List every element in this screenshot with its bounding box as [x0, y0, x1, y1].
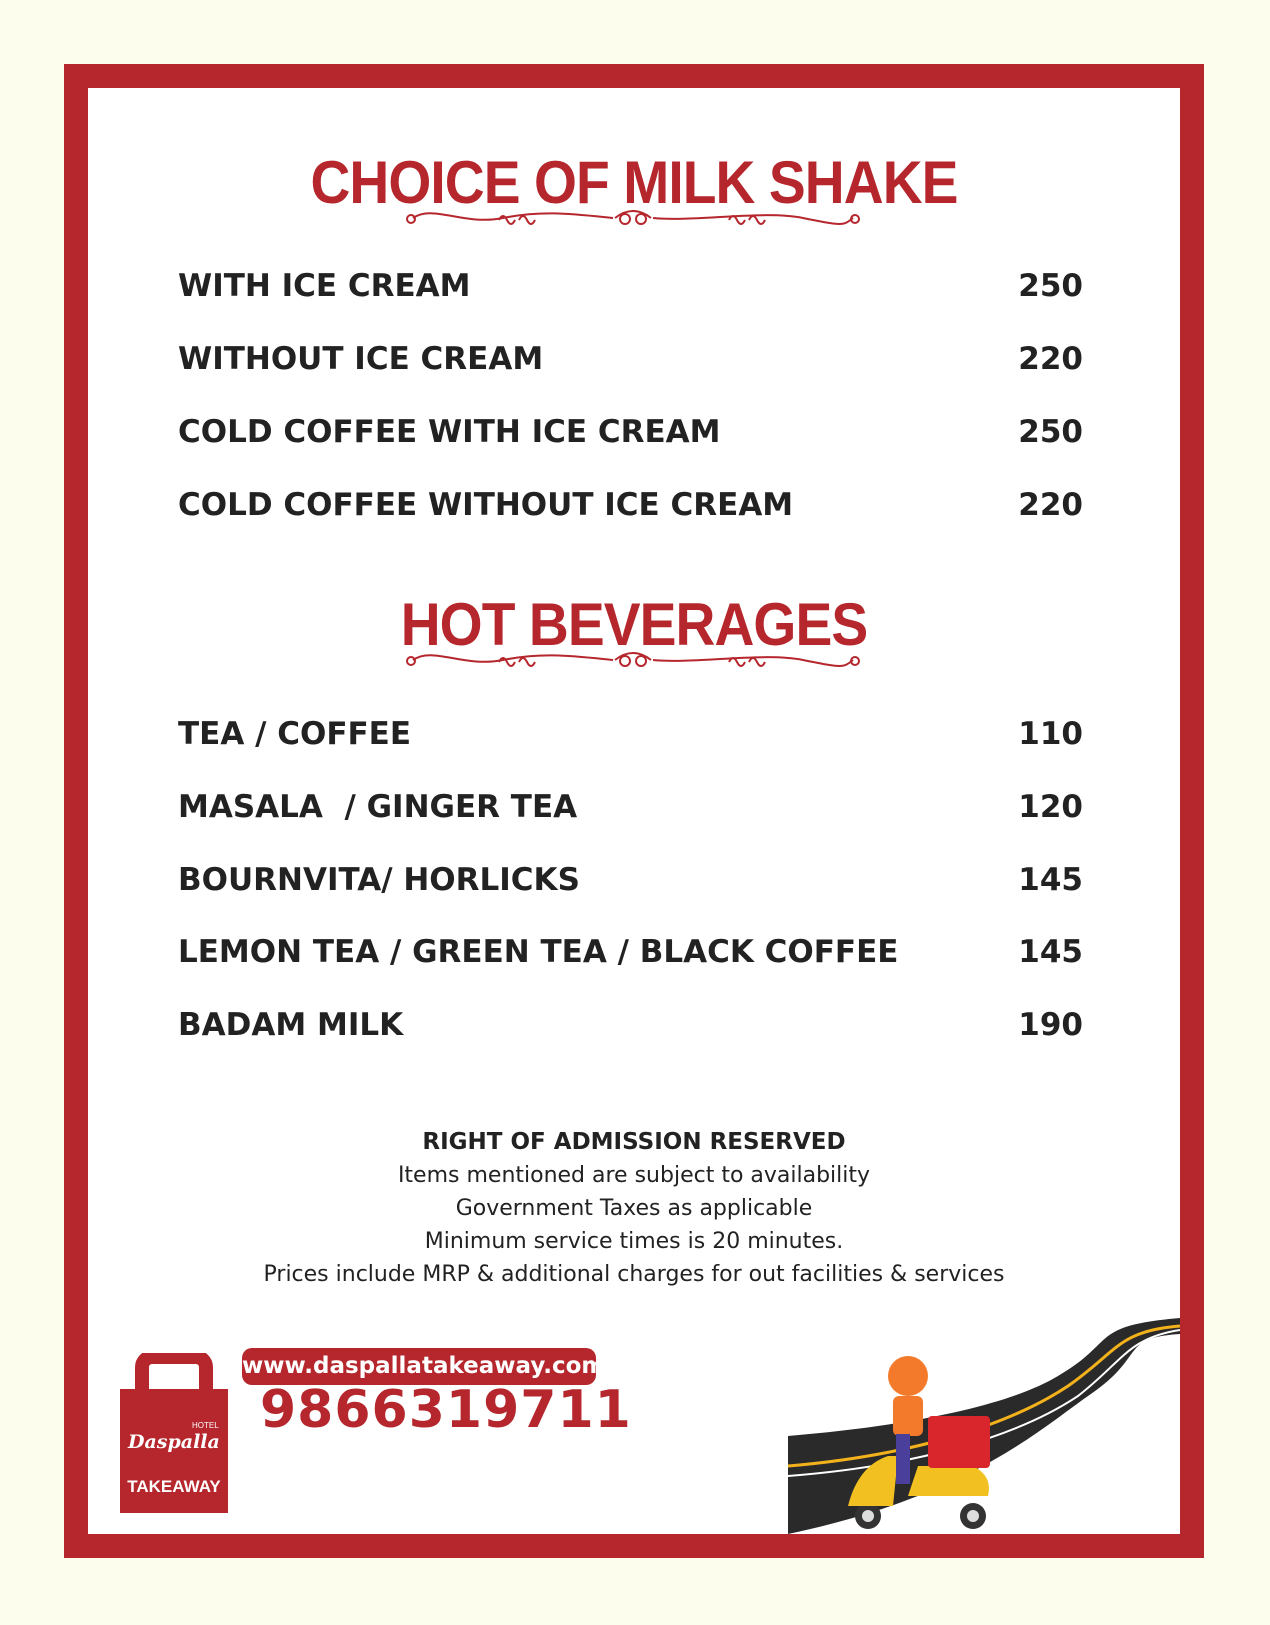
- menu-item: [178, 789, 1083, 829]
- decorative-flourish-icon: [403, 648, 863, 672]
- brand-logo-script: Daspalla: [128, 1431, 220, 1453]
- item-price: 250: [1018, 414, 1083, 450]
- item-name: TEA / COFFEE: [178, 716, 412, 752]
- item-price: 190: [1018, 1007, 1083, 1043]
- item-price: 220: [1018, 487, 1083, 523]
- section-title-hot-beverages: HOT BEVERAGES: [400, 591, 868, 658]
- item-name: WITH ICE CREAM: [178, 268, 471, 304]
- item-name: BOURNVITA/ HORLICKS: [178, 862, 580, 898]
- shopping-bag-logo-icon: [120, 1353, 228, 1513]
- admission-notice: RIGHT OF ADMISSION RESERVED: [422, 1129, 846, 1155]
- menu-item: [178, 862, 1083, 902]
- menu-item: [178, 268, 1083, 308]
- item-name: MASALA / GINGER TEA: [178, 789, 578, 825]
- section-title-milk-shake: CHOICE OF MILK SHAKE: [310, 149, 958, 216]
- note-line: Prices include MRP & additional charges for out facilities & services: [263, 1262, 1005, 1287]
- menu-item: [178, 1007, 1083, 1047]
- item-price: 120: [1018, 789, 1083, 825]
- item-name: LEMON TEA / GREEN TEA / BLACK COFFEE: [178, 934, 899, 970]
- menu-item: [178, 487, 1083, 527]
- item-name: COLD COFFEE WITHOUT ICE CREAM: [178, 487, 794, 523]
- note-line: Government Taxes as applicable: [455, 1196, 813, 1221]
- item-price: 250: [1018, 268, 1083, 304]
- phone-number[interactable]: 9866319711: [260, 1380, 632, 1440]
- brand-logo-small: HOTEL: [192, 1421, 219, 1430]
- item-name: WITHOUT ICE CREAM: [178, 341, 544, 377]
- item-price: 145: [1018, 934, 1083, 970]
- item-price: 220: [1018, 341, 1083, 377]
- item-price: 145: [1018, 862, 1083, 898]
- decorative-flourish-icon: [403, 206, 863, 230]
- item-name: COLD COFFEE WITH ICE CREAM: [178, 414, 721, 450]
- menu-item: [178, 934, 1083, 974]
- item-name: BADAM MILK: [178, 1007, 404, 1043]
- note-line: Items mentioned are subject to availability: [397, 1163, 871, 1188]
- menu-item: [178, 341, 1083, 381]
- menu-notes: [88, 1125, 1180, 1291]
- bag-label: TAKEAWAY: [127, 1477, 221, 1496]
- menu-card: [88, 88, 1180, 1534]
- note-line: Minimum service times is 20 minutes.: [424, 1229, 844, 1254]
- menu-item: [178, 414, 1083, 454]
- menu-item: [178, 716, 1083, 756]
- item-price: 110: [1018, 716, 1083, 752]
- website-link[interactable]: www.daspallatakeaway.com: [242, 1348, 596, 1385]
- delivery-scooter-illustration-icon: [788, 1316, 1180, 1534]
